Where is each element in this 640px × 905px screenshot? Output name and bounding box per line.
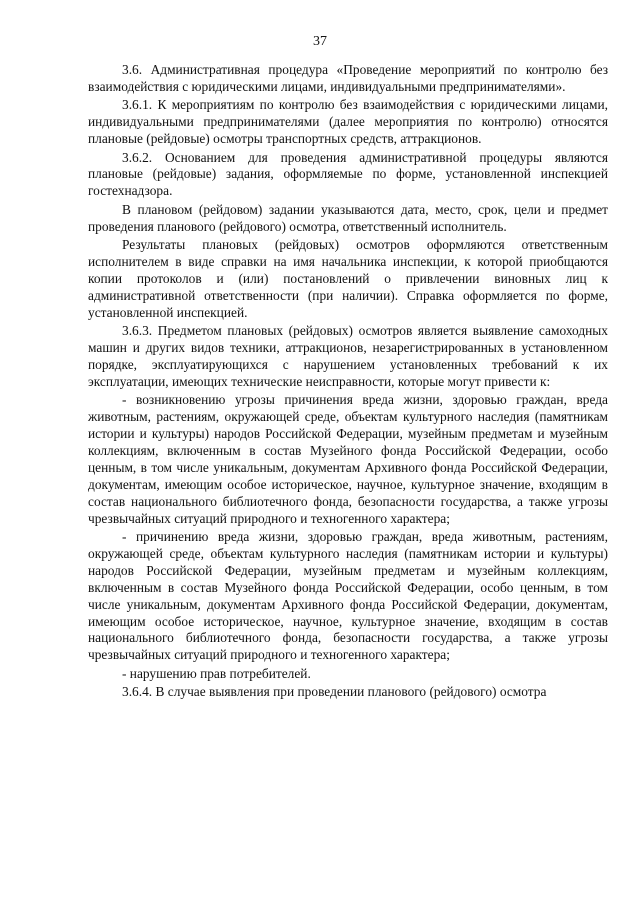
list-item-threat-of-harm: - возникновению угрозы причинения вреда жизни, здоровью граждан, вреда животным, растениям, окружающей среде, объектам культурного наследия (памятникам истории и культуры) народов Российской Федерации, музейным предметам и музейным коллекциям, включенным в состав Музейного фонда Российской Федерации, особо ценным, в том числе уникальным, документам Архивного фонда Российской Федерации, документам, имеющим особое историческое, научное, культурное значение, входящим в состав национального библиотечного фонда, безопасности государства, а также угрозы чрезвычайных ситуаций природного и техногенного характера; [88, 392, 608, 526]
paragraph-3-6-3: 3.6.3. Предметом плановых (рейдовых) осмотров является выявление самоходных машин и других видов техники, аттракционов, незарегистрированных в установленном порядке, эксплуатирующихся с нарушением установленных требований к их эксплуатации, имеющих технические неисправности, которые могут привести к: [88, 323, 608, 389]
list-item-causing-harm: - причинению вреда жизни, здоровью граждан, вреда животным, растениям, окружающей среде, объектам культурного наследия (памятникам истории и культуры) народов Российской Федерации, музейным предметам и музейным коллекциям, включенным в состав Музейного фонда Российской Федерации, особо ценным, в том числе уникальным, документам Архивного фонда Российской Федерации, документам, имеющим особое историческое, научное, культурное значение, входящим в состав национального библиотечного фонда, безопасности государства, а также угрозы чрезвычайных ситуаций природного и техногенного характера; [88, 528, 608, 663]
paragraph-3-6: 3.6. Административная процедура «Проведение мероприятий по контролю без взаимодействия с юридическими лицами, индивидуальными предпринимателями». [88, 62, 608, 94]
paragraph-3-6-4: 3.6.4. В случае выявления при проведении планового (рейдового) осмотра [122, 684, 547, 700]
paragraph-inspection-results: Результаты плановых (рейдовых) осмотров оформляются ответственным исполнителем в виде справки на имя начальника инспекции, к которой приобщаются копии протоколов и (или) постановлений о привлечении виновных лиц к административной ответственности (при наличии). Справка оформляется по форме, установленной инспекцией. [88, 237, 608, 320]
list-item-consumer-rights: - нарушению прав потребителей. [122, 665, 311, 681]
page-number: 37 [313, 34, 327, 49]
document-body [88, 62, 608, 703]
paragraph-task-contents: В плановом (рейдовом) задании указываются дата, место, срок, цели и предмет проведения планового (рейдового) осмотра, ответственный исполнитель. [88, 201, 608, 234]
paragraph-3-6-1: 3.6.1. К мероприятиям по контролю без взаимодействия с юридическими лицами, индивидуальными предпринимателями (далее мероприятия по контролю) относятся плановые (рейдовые) осмотры транспортных средств, аттракционов. [88, 97, 608, 147]
paragraph-3-6-2: 3.6.2. Основанием для проведения административной процедуры являются плановые (рейдовые) задания, оформляемые по форме, установленной инспекцией гостехнадзора. [88, 149, 608, 199]
